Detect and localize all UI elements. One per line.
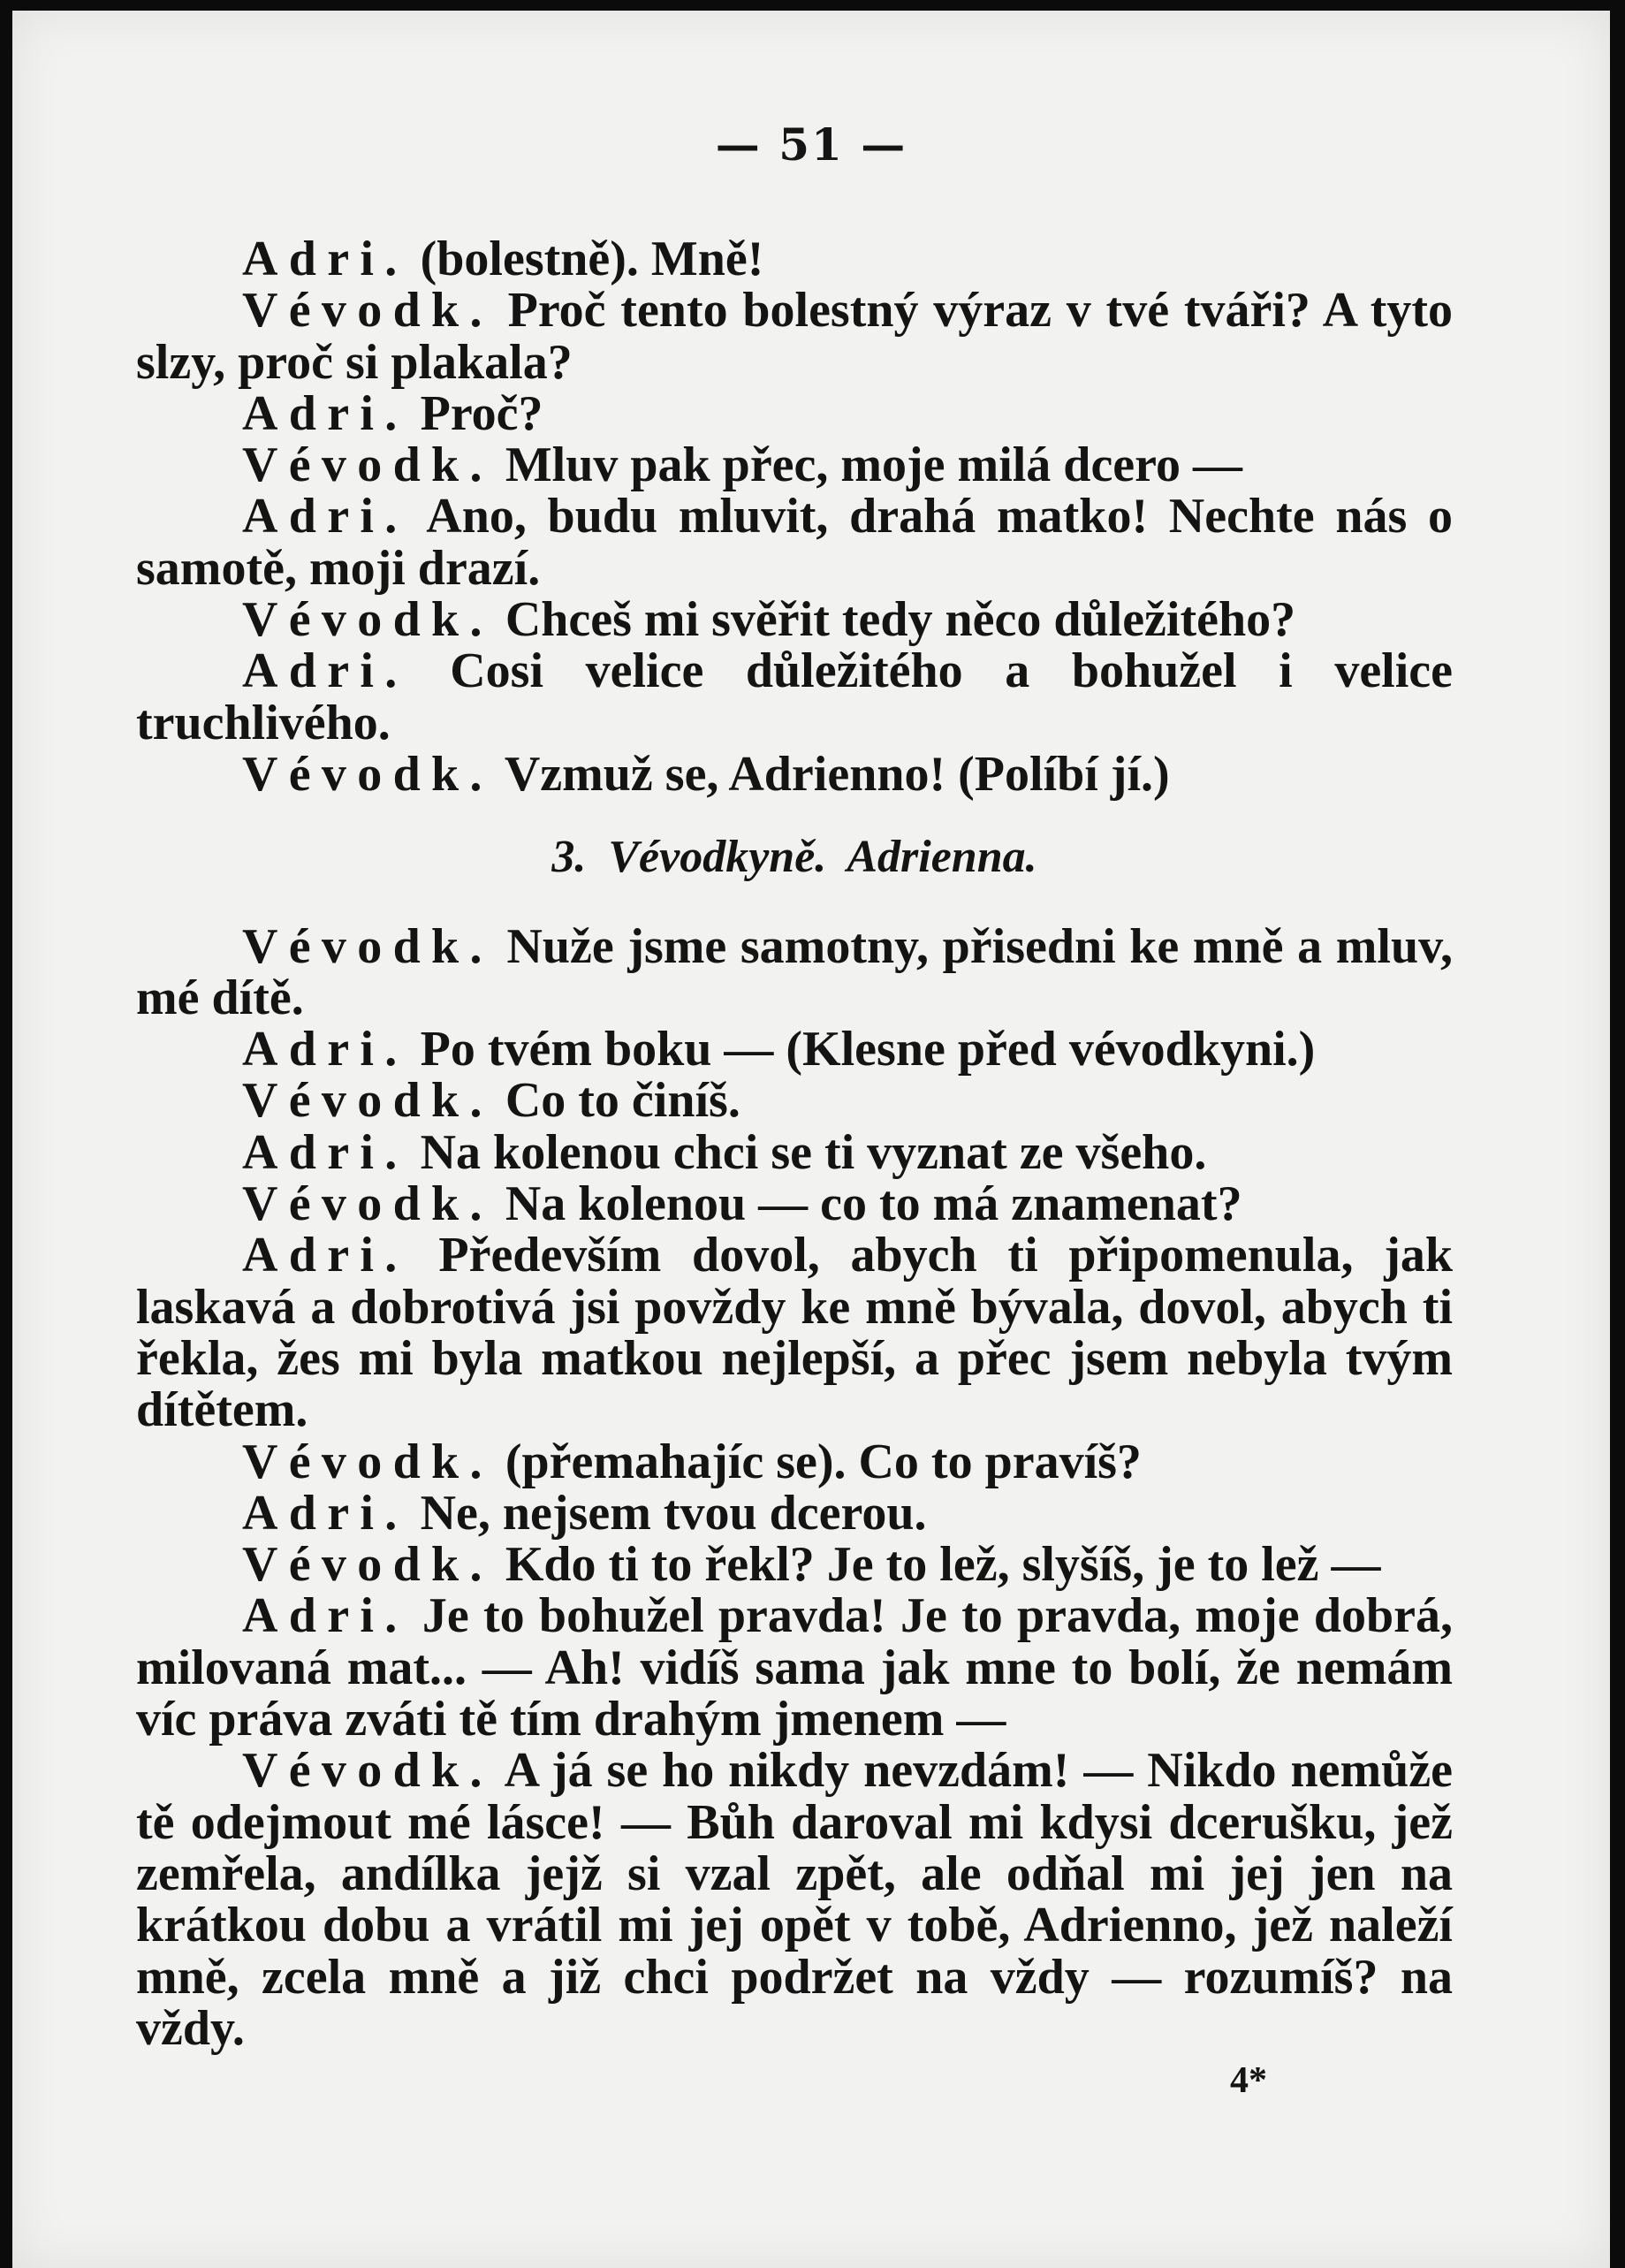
speaker-name: Vévodk. [242, 1073, 493, 1129]
dialogue-line [136, 1745, 1453, 2054]
speaker-name: Vévodk. [242, 1743, 493, 1799]
dialogue-line [136, 645, 1453, 749]
dialogue-line [136, 592, 1453, 648]
dialogue-line [136, 233, 1453, 285]
dialogue-text: Chceš mi svěřit tedy něco důležitého? [505, 592, 1296, 648]
dialogue-line [136, 439, 1453, 491]
dialogue-text: Na kolenou — co to má znamenat? [505, 1176, 1242, 1232]
dialogue-text: Mluv pak přec, moje milá dcero — [505, 438, 1243, 493]
dialogue-text: Především dovol, abych ti připomenula, jak laskavá a dobrotivá jsi povždy ke mně bývala, dovol, abych ti řekla, žes mi byla matkou nejlepší, a přec jsem nebyla tvým dítětem. [136, 1228, 1453, 1438]
speaker-name: Vévodk. [242, 1434, 493, 1489]
speaker-name: Vévodk. [242, 1537, 493, 1593]
speaker-name: Adri. [242, 643, 408, 699]
speaker-name: Vévodk. [242, 1176, 493, 1232]
speaker-name: Vévodk. [242, 283, 493, 339]
dialogue-text: Cosi velice důležitého a bohužel i velice truchlivého. [136, 643, 1454, 750]
dialogue-line [136, 918, 1453, 1025]
dialogue-line [136, 746, 1453, 802]
dialogue-line [136, 1228, 1453, 1438]
dialogue-text: A já se ho nikdy nevzdám! — Nikdo nemůže tě odejmout mé lásce! — Bůh daroval mi kdysi dcerušku, jež zemřela, andílka jejž si vzal zpět, ale odňal mi jej jen na krátkou dobu a vrátil mi jej opět v tobě, Adrienno, jež naleží mně, zcela mně a již chci podržet na vždy — rozumíš? na vždy. [136, 1743, 1453, 2056]
dialogue-text: Proč tento bolestný výraz v tvé tváři? A tyto slzy, proč si plakala? [136, 283, 1454, 390]
dialogue-line [136, 1436, 1453, 1488]
speaker-name: Adri. [242, 1485, 408, 1541]
speaker-name: Adri. [242, 1228, 408, 1283]
speaker-name: Vévodk. [242, 918, 493, 974]
speaker-name: Vévodk. [242, 438, 493, 493]
dialogue-text: Co to činíš. [505, 1073, 740, 1129]
dialogue-text: (přemahajíc se). Co to pravíš? [505, 1434, 1142, 1489]
speaker-name: Adri. [242, 385, 408, 441]
dialogue-text: Po tvém boku — (Klesne před vévodkyni.) [420, 1022, 1316, 1077]
dialogue-text: Ne, nejsem tvou dcerou. [420, 1485, 927, 1541]
dialogue-text: Proč? [420, 385, 543, 441]
speaker-name: Adri. [242, 1124, 408, 1180]
speaker-name: Vévodk. [242, 592, 493, 648]
dialogue-text: Kdo ti to řekl? Je to lež, slyšíš, je to lež — [505, 1537, 1381, 1593]
dialogue-line [136, 491, 1453, 594]
dialogue-line [136, 1537, 1453, 1593]
dialogue-text: Nuže jsme samotny, přisedni ke mně a mluv, mé dítě. [136, 918, 1453, 1025]
dialogue-text: Vzmuž se, Adrienno! (Políbí jí.) [504, 746, 1170, 802]
scene-heading: 3. Vévodkyně. Adrienna. [551, 832, 1037, 883]
dialogue-text: (bolestně). Mně! [420, 232, 764, 286]
dialogue-line [136, 1024, 1453, 1075]
dialogue-line [136, 1176, 1453, 1232]
dialogue-line [136, 285, 1453, 388]
book-page [12, 11, 1610, 2268]
speaker-name: Adri. [242, 489, 408, 544]
dialogue-text: Je to bohužel pravda! Je to pravda, moje dobrá, milovaná mat... — Ah! vidíš sama jak mne to bolí, že nemám víc práva zváti tě tím drahým jmenem — [136, 1588, 1454, 1747]
speaker-name: Vévodk. [242, 746, 493, 802]
play-text [136, 233, 1453, 2054]
dialogue-line [136, 1590, 1453, 1745]
dialogue-line [136, 1124, 1453, 1180]
dialogue-line [136, 385, 1453, 441]
dialogue-line [136, 1073, 1453, 1129]
dialogue-text: Na kolenou chci se ti vyznat ze všeho. [420, 1124, 1207, 1180]
speaker-name: Adri. [242, 1022, 408, 1077]
signature-mark: 4* [1230, 2060, 1267, 2101]
speaker-name: Adri. [242, 1588, 408, 1644]
page-number: — 51 — [715, 118, 907, 171]
dialogue-text: Ano, budu mluvit, drahá matko! Nechte nás o samotě, moji drazí. [136, 489, 1453, 596]
dialogue-line [136, 1485, 1453, 1541]
speaker-name: Adri. [242, 232, 408, 286]
